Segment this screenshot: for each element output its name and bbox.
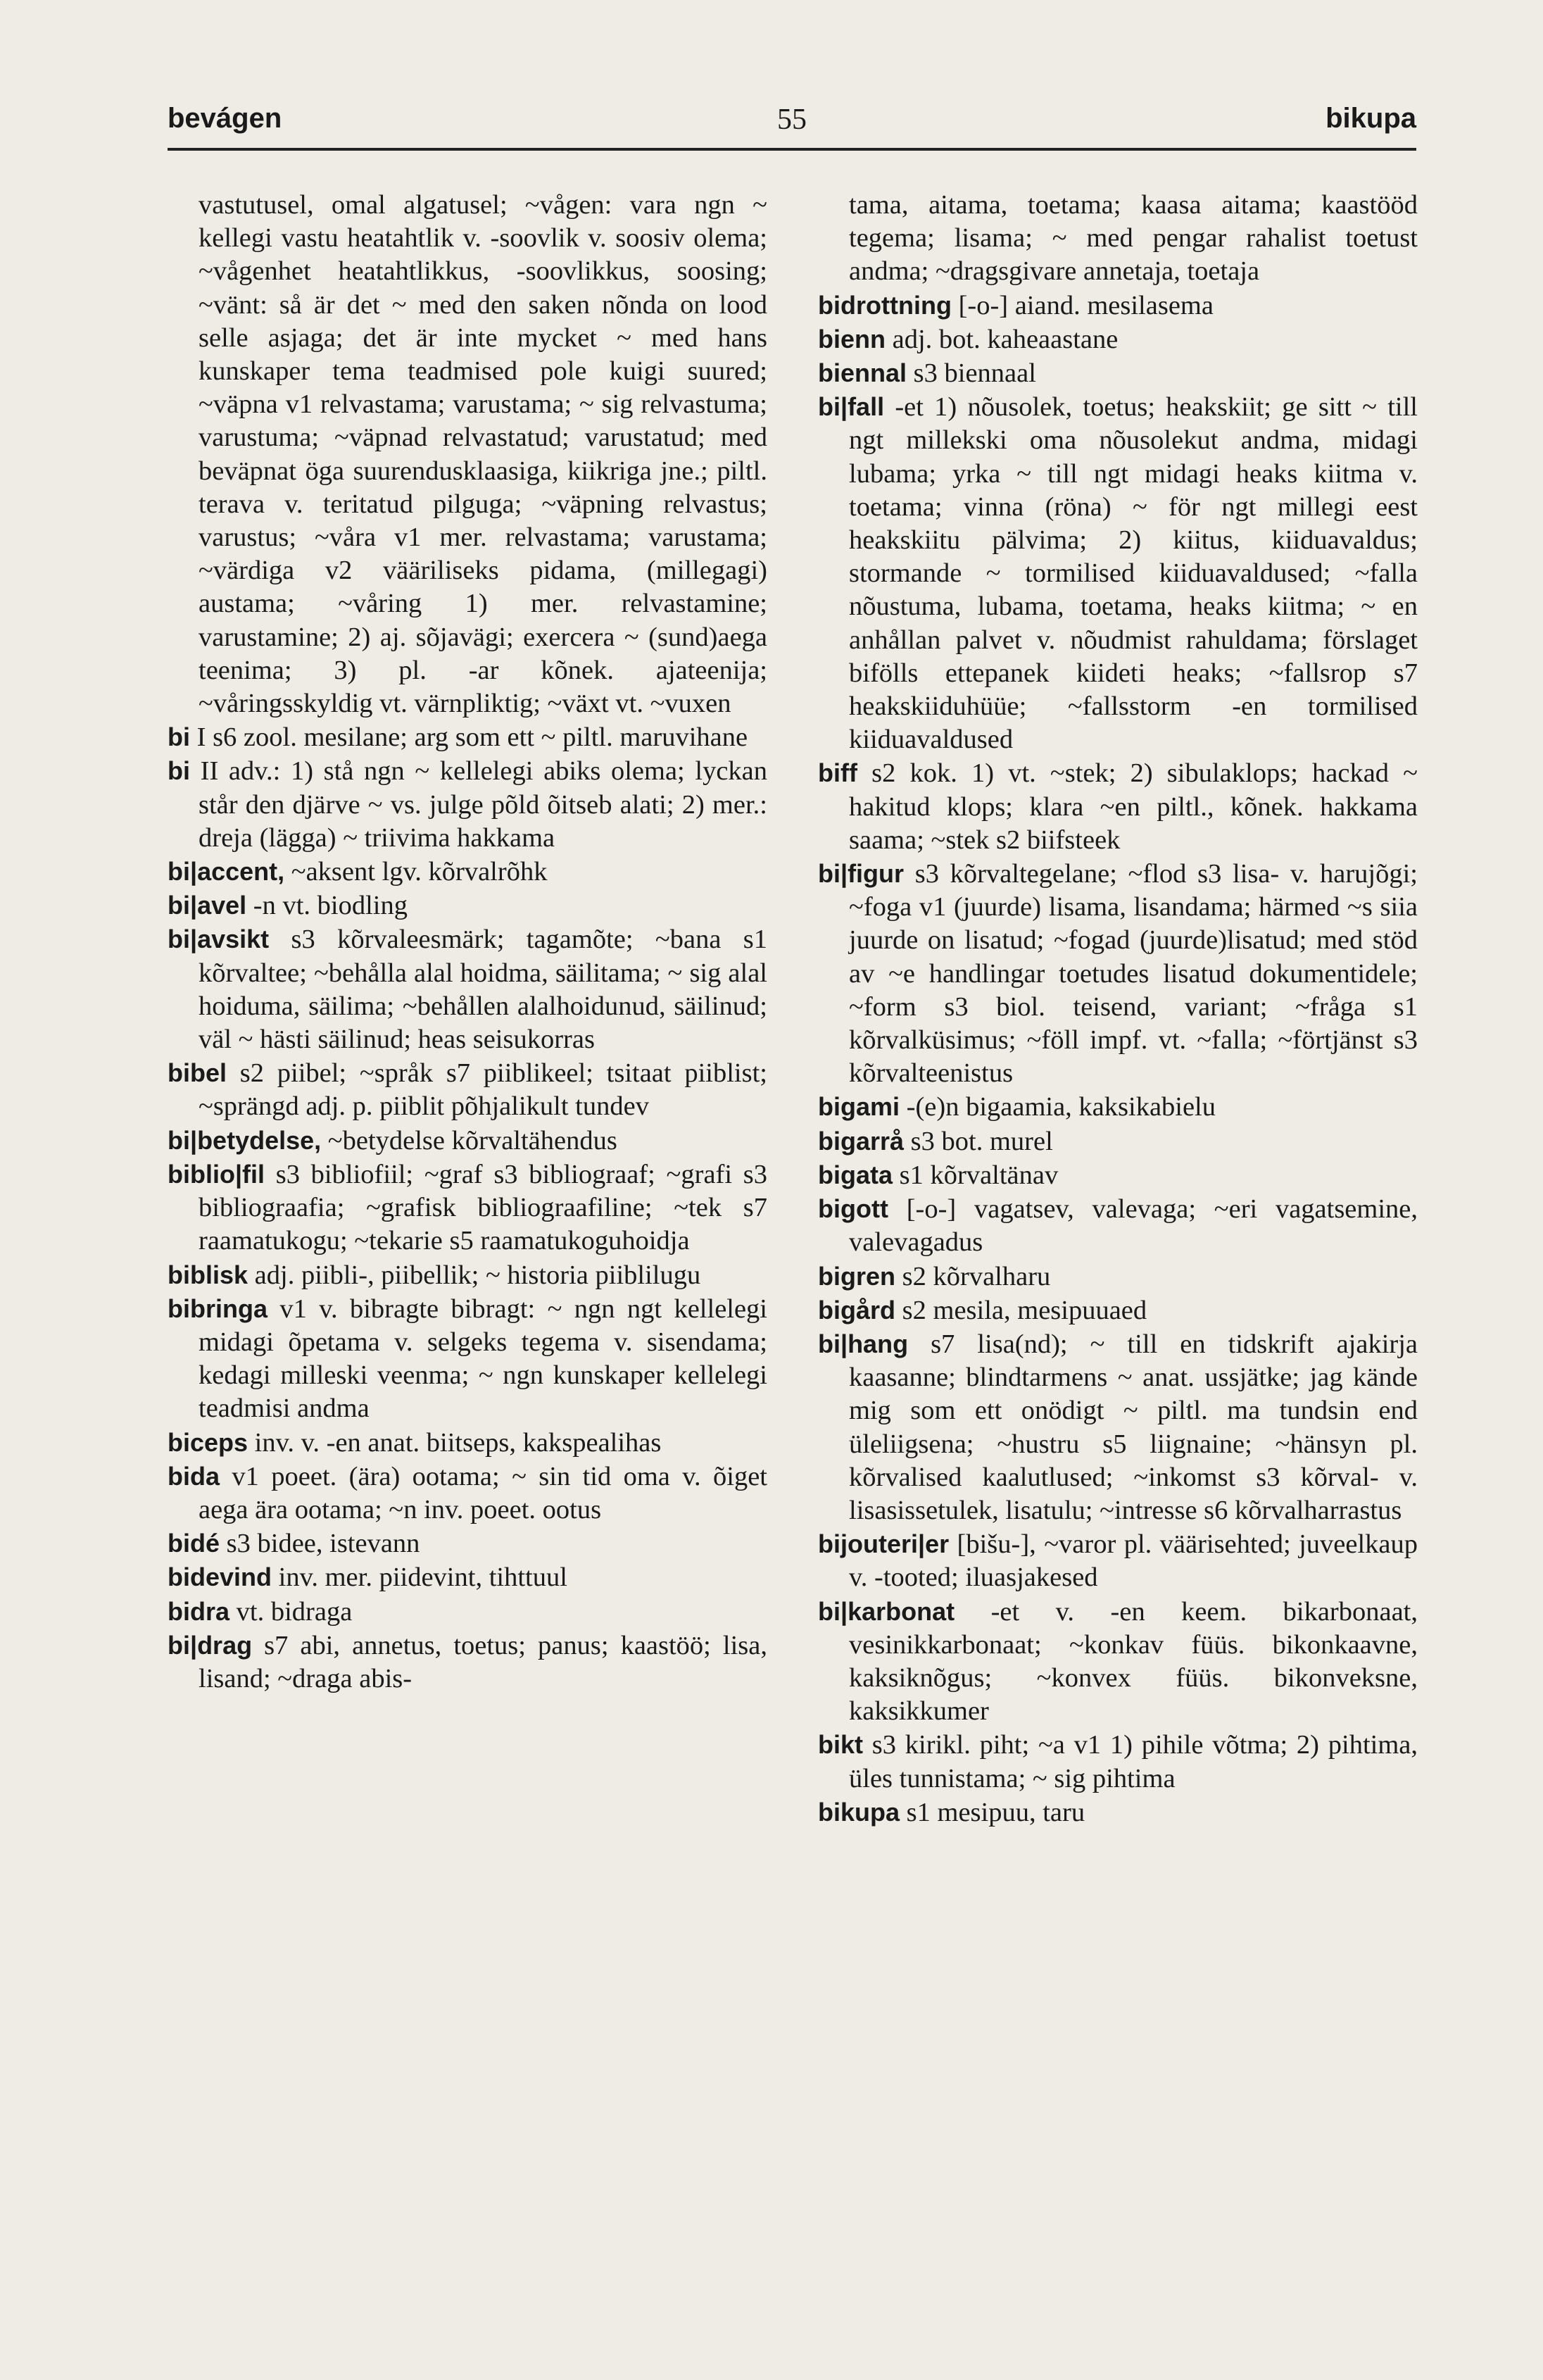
entry-definition: vt. bidraga — [236, 1596, 353, 1627]
entry-definition: s3 bidee, istevann — [226, 1529, 420, 1559]
entry-definition: I s6 zool. mesilane; arg som ett ~ piltl. maruvihane — [196, 722, 748, 753]
entry-definition: adj. piibli-, piibellik; ~ historia piiblilugu — [254, 1260, 701, 1290]
dictionary-entry — [818, 1125, 1418, 1158]
dictionary-entry — [168, 922, 767, 1056]
dictionary-entry — [168, 720, 767, 754]
entry-headword: biblio|fil — [168, 1159, 265, 1189]
entry-definition: v1 poeet. (ära) ootama; ~ sin tid oma v. õiget aega ära ootama; ~n inv. poeet. ootus — [199, 1461, 768, 1524]
dictionary-entry — [168, 189, 767, 720]
entry-headword: bigarrå — [818, 1126, 905, 1155]
dictionary-entry — [168, 855, 767, 889]
dictionary-entry — [168, 1426, 767, 1460]
dictionary-entry — [168, 1527, 767, 1560]
entry-headword: bigott — [818, 1194, 888, 1224]
dictionary-entry — [168, 1258, 767, 1292]
dictionary-entry — [818, 1260, 1418, 1294]
entry-headword: biff — [818, 758, 857, 788]
entry-definition: II adv.: 1) stå ngn ~ kellelegi abiks olema; lyckan står den djärve ~ vs. julge põld õitseb alati; 2) mer.: dreja (lägga) ~ triivima hakkama — [199, 756, 767, 853]
dictionary-entry — [168, 1292, 767, 1426]
entry-definition: v1 v. bibragte bibragt: ~ ngn ngt kellelegi midagi õpetama v. selgeks tegema v. sisendama; kedagi milleski veenma; ~ ngn kunskaper kellelegi teadmisi andma — [199, 1294, 768, 1424]
entry-definition: s3 bot. murel — [910, 1126, 1053, 1156]
right-column — [818, 189, 1418, 1829]
entry-definition: inv. v. -en anat. biitseps, kakspealihas — [254, 1427, 662, 1458]
entry-definition: s7 lisa(nd); ~ till en tidskrift ajakirja kaasanne; blindtarmens ~ anat. ussjätke; jag kände mig som ett onödigt ~ piltl. ma tundsin end üleliigsena; ~hustru s5 liignaine; ~hänsyn pl. kõrvalised kaalutlused; ~inkomst s3 kõrval- v. lisasissetulek, lisatulu; ~intresse s6 kõrvalharrastus — [849, 1329, 1418, 1525]
entry-definition: s3 kõrvaleesmärk; tagamõte; ~bana s1 kõrvaltee; ~behålla alal hoidma, säilitama; ~ sig alal hoiduma, säilima; ~behållen alalhoidunud, säilinud; väl ~ hästi säilinud; heas seisukorras — [199, 925, 768, 1055]
entry-definition: s2 kok. 1) vt. ~stek; 2) sibulaklops; hackad ~ hakitud klops; klara ~en piltl., kõnek. hakkama saama; ~stek s2 biifsteek — [849, 758, 1418, 855]
dictionary-entry — [168, 1460, 767, 1527]
left-guide-word: bevágen — [168, 103, 282, 134]
entry-definition: s3 kirikl. piht; ~a v1 1) pihile võtma; 2) pihtima, üles tunnistama; ~ sig pihtima — [849, 1730, 1418, 1793]
entry-headword: biblisk — [168, 1260, 248, 1289]
entry-headword: bijouteri|er — [818, 1529, 950, 1559]
entry-headword: bigata — [818, 1160, 893, 1189]
entry-headword: bibringa — [168, 1294, 267, 1323]
entry-headword: bi|karbonat — [818, 1596, 955, 1626]
entry-definition: s3 kõrvaltegelane; ~flod s3 lisa- v. harujõgi; ~foga v1 (juurde) lisama, lisandama; härmed ~s siia juurde on lisatud; ~fogad (juurde)lisatud; med stöd av ~e handlingar toetudes lisatud dokumentidele; ~form s3 biol. teisend, variant; ~fråga s1 kõrvalküsimus; ~föll impf. vt. ~falla; ~förtjänst s3 kõrvalteenistus — [849, 859, 1418, 1089]
dictionary-entry — [818, 1158, 1418, 1192]
dictionary-entry — [818, 756, 1418, 857]
entry-headword: bi|avel — [168, 891, 247, 920]
dictionary-entry — [818, 1327, 1418, 1527]
page-header — [168, 92, 1416, 148]
dictionary-entry — [818, 322, 1418, 356]
entry-headword: bigami — [818, 1092, 900, 1122]
entry-definition: [-o-] aiand. mesilasema — [958, 290, 1214, 320]
dictionary-entry — [818, 289, 1418, 322]
dictionary-entry — [818, 1527, 1418, 1594]
entry-headword: bidevind — [168, 1562, 272, 1592]
entry-definition: s2 piibel; ~språk s7 piiblikeel; tsitaat piiblist; ~sprängd adj. p. piiblit põhjalikult tundev — [199, 1058, 767, 1122]
entry-definition: s3 bibliofiil; ~graf s3 bibliograaf; ~grafi s3 bibliograafia; ~grafisk bibliograafiline; ~tek s7 raamatukogu; ~tekarie s5 raamatukoguhoidja — [199, 1159, 767, 1256]
entry-definition: s2 kõrvalharu — [902, 1261, 1051, 1291]
dictionary-entry — [818, 857, 1418, 1090]
entry-definition: ~betydelse kõrvaltähendus — [327, 1125, 617, 1155]
entry-headword: bidrottning — [818, 290, 952, 320]
entry-definition: -et v. -en keem. bikarbonaat, vesinikkarbonaat; ~konkav füüs. bikonkaavne, kaksiknõgus; ~konvex füüs. bikonveksne, kaksikkumer — [849, 1596, 1418, 1727]
dictionary-entry — [818, 1090, 1418, 1124]
entry-headword: bigren — [818, 1261, 896, 1291]
entry-definition: -et 1) nõusolek, toetus; heakskiit; ge sitt ~ till ngt millekski oma nõusolekut andma, midagi lubama; yrka ~ till ngt midagi heaks kiitma v. toetama; vinna (röna) ~ för ngt millegi eest heakskiitu pälvima; 2) kiitus, kiiduavaldus; stormande ~ tormilised kiiduavaldused; ~falla nõustuma, lubama, toetama, heaks kiitma; ~ en anhållan palvet v. nõudmist rahuldama; förslaget bifölls ettepanek kiideti heaks; ~fallsrop s7 heakskiiduhüüe; ~fallsstorm -en tormilised kiiduavaldused — [849, 392, 1418, 755]
dictionary-entry — [818, 390, 1418, 756]
entry-headword: biennal — [818, 358, 907, 388]
dictionary-entry — [168, 754, 767, 855]
entry-headword: bi|hang — [818, 1329, 909, 1358]
header-rule — [168, 148, 1416, 151]
entry-headword: bida — [168, 1461, 220, 1491]
dictionary-entry — [168, 1124, 767, 1158]
dictionary-entry — [168, 1158, 767, 1258]
entry-definition: [bišu-], ~varor pl. väärisehted; juveelkaup v. -tooted; iluasjakesed — [849, 1529, 1418, 1593]
entry-headword: bigård — [818, 1295, 896, 1324]
entry-definition: [-o-] vagatsev, valevaga; ~eri vagatsemine, valevagadus — [849, 1194, 1418, 1258]
entry-headword: bi|avsikt — [168, 925, 270, 954]
entry-definition: ~aksent lgv. kõrvalrõhk — [291, 857, 548, 887]
page-number: 55 — [777, 104, 807, 136]
entry-headword: bi — [168, 756, 190, 786]
right-guide-word: bikupa — [1325, 103, 1416, 134]
entry-headword: bienn — [818, 324, 886, 353]
entry-definition: s1 mesipuu, taru — [906, 1797, 1085, 1827]
entry-definition: s3 biennaal — [913, 358, 1036, 389]
entry-headword: bi|betydelse, — [168, 1125, 322, 1155]
entry-headword: bidra — [168, 1596, 230, 1626]
dictionary-entry — [818, 1595, 1418, 1729]
entry-definition: inv. mer. piidevint, tihttuul — [278, 1562, 567, 1593]
entry-headword: biceps — [168, 1427, 248, 1457]
entry-headword: bi|figur — [818, 859, 905, 889]
left-column — [168, 189, 767, 1696]
dictionary-entry — [168, 1629, 767, 1696]
entry-definition: adj. bot. kaheaastane — [892, 324, 1119, 354]
entry-headword: bibel — [168, 1058, 227, 1088]
entry-definition: vastutusel, omal algatusel; ~vågen: vara ngn ~ kellegi vastu heatahtlik v. -soovlik v. soosiv olema; ~vågenhet heatahtlikkus, -soovlikkus, soosing; ~vänt: så är det ~ med den saken nõnda on lood selle asjaga; det är inte mycket ~ med hans kunskaper tema teadmised pole kuigi suured; ~väpna v1 relvastama; varustama; ~ sig relvastuma; varustuma; ~väpnad relvastatud; varustatud; med beväpnat öga suurendusklaasiga, kiikriga jne.; piltl. terava v. teritatud pilguga; ~väpning relvastus; varustus; ~våra v1 mer. relvastama; varustama; ~värdiga v2 vääriliseks pidama, (millegagi) austama; ~våring 1) mer. relvastamine; varustamine; 2) aj. sõjavägi; exercera ~ (sund)aega teenima; 3) pl. -ar kõnek. ajateenija; ~våringsskyldig vt. värnpliktig; ~växt vt. ~vuxen — [199, 190, 767, 719]
dictionary-entry — [168, 1560, 767, 1594]
dictionary-entry — [168, 1056, 767, 1123]
entry-headword: bikt — [818, 1730, 864, 1760]
entry-definition: tama, aitama, toetama; kaasa aitama; kaastööd tegema; lisama; ~ med pengar rahalist toetust andma; ~dragsgivare annetaja, toetaja — [849, 190, 1418, 287]
entry-headword: bikupa — [818, 1797, 900, 1827]
entry-definition: -n vt. biodling — [253, 891, 408, 921]
entry-definition: s1 kõrvaltänav — [899, 1160, 1059, 1190]
dictionary-entry — [168, 889, 767, 922]
dictionary-entry — [168, 1595, 767, 1629]
entry-definition: s2 mesila, mesipuuaed — [902, 1295, 1147, 1325]
entry-headword: bi — [168, 722, 190, 752]
entry-headword: bi|accent, — [168, 857, 285, 887]
entry-headword: bidé — [168, 1529, 220, 1558]
dictionary-entry — [818, 356, 1418, 390]
entry-headword: bi|drag — [168, 1630, 253, 1660]
dictionary-entry — [818, 1294, 1418, 1327]
entry-definition: -(e)n bigaamia, kaksikabielu — [906, 1092, 1216, 1122]
dictionary-entry — [818, 1796, 1418, 1829]
dictionary-entry — [818, 1728, 1418, 1795]
dictionary-entry — [818, 189, 1418, 289]
dictionary-entry — [818, 1192, 1418, 1259]
entry-headword: bi|fall — [818, 392, 885, 422]
entry-definition: s7 abi, annetus, toetus; panus; kaastöö; lisa, lisand; ~draga abis- — [199, 1630, 767, 1693]
